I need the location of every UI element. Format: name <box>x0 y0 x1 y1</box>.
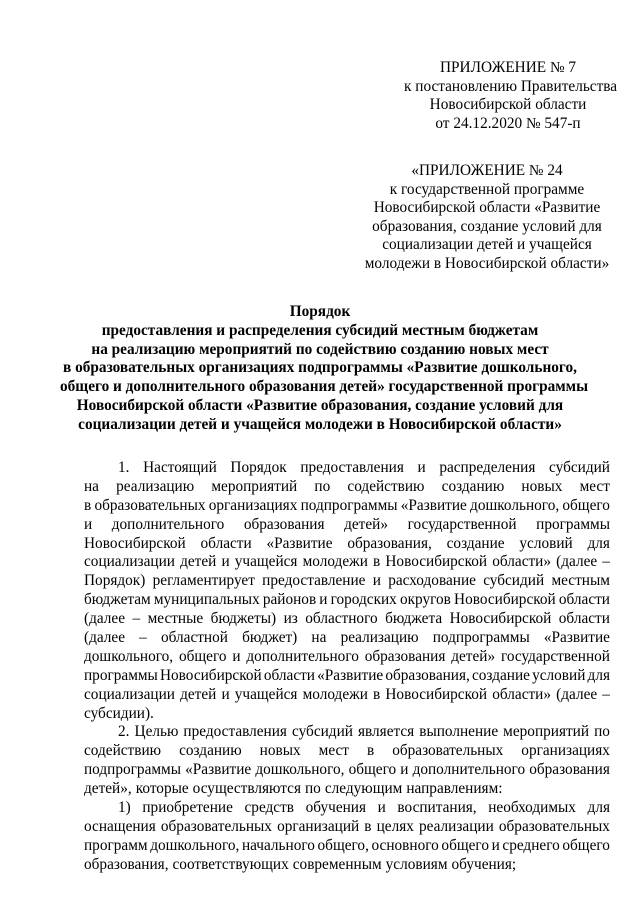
body-word: оснащения <box>84 817 156 835</box>
body-word: местные <box>147 610 204 628</box>
document-title <box>60 303 589 435</box>
body-line <box>84 535 610 554</box>
body-word: новых <box>259 742 301 760</box>
body-word: соответствующих <box>172 855 289 873</box>
body-word: созданию <box>441 477 505 495</box>
body-word: на <box>84 477 99 495</box>
body-word: местным <box>551 572 610 590</box>
body-word: из <box>283 610 298 628</box>
body-word: области <box>558 591 610 609</box>
body-word: в <box>366 742 375 760</box>
body-word: области» <box>492 553 552 571</box>
body-word: – <box>602 685 610 703</box>
body-word: дошкольного, <box>150 836 240 854</box>
body-word: созданию <box>179 742 242 760</box>
appendix-24-header <box>352 162 622 274</box>
appendix-7-line: к постановлению Правительства <box>404 77 618 95</box>
body-line <box>84 572 610 591</box>
body-word: предоставление <box>262 572 366 590</box>
body-word: по <box>304 780 321 798</box>
body-word: которые <box>135 780 189 798</box>
body-word: «Развитие <box>400 496 467 514</box>
body-word: областного <box>305 610 378 628</box>
body-word: реализацию <box>116 477 195 495</box>
body-word: мест <box>318 742 349 760</box>
title-line: социализации детей и учащейся молодежи в Новосибирской области» <box>78 415 562 433</box>
body-word: необходимых <box>488 799 576 817</box>
body-line <box>84 761 610 780</box>
body-word: – <box>132 610 141 628</box>
body-word: Порядок <box>230 459 287 476</box>
body-word: современным <box>292 855 382 873</box>
body-word: условий <box>532 666 586 684</box>
body-word: «Развитие <box>543 629 610 647</box>
body-line <box>84 459 610 478</box>
body-word: районов <box>262 591 317 609</box>
body-word: и <box>232 647 241 665</box>
body-word: образовательных <box>498 817 610 835</box>
body-word: Настоящий <box>143 459 217 476</box>
body-word: предоставления <box>183 723 287 741</box>
body-word: подпрограммы <box>300 496 398 514</box>
body-word: области» <box>492 685 552 703</box>
body-word: детей» <box>451 647 496 665</box>
body-word: общего <box>348 761 397 779</box>
body-word: в <box>84 496 92 514</box>
title-line: на реализацию мероприятий по содействию созданию новых мест <box>91 340 549 358</box>
title-line: Новосибирской области «Развитие образования, создание условий для <box>76 396 564 414</box>
title-line: Порядок <box>289 303 351 320</box>
body-word: создание <box>471 666 530 684</box>
body-word: (далее <box>84 629 126 647</box>
appendix-24-line: к государственной программе <box>389 180 585 198</box>
body-word: содействию <box>84 742 162 760</box>
title-line: в образовательных организациях подпрограммы «Развитие дошкольного, <box>63 359 577 377</box>
body-word: на <box>311 629 327 647</box>
body-word: осуществляются <box>192 780 301 798</box>
body-word: образования, <box>385 666 470 684</box>
body-word: организациях <box>208 496 298 514</box>
body-line <box>84 705 610 724</box>
body-line <box>84 780 610 799</box>
body-word: Новосибирской <box>159 666 262 684</box>
body-word: дополнительного <box>111 515 225 533</box>
body-word: по <box>594 723 610 741</box>
body-word: и <box>417 459 426 476</box>
body-word: создание <box>446 534 505 552</box>
appendix-24-line: Новосибирской области «Развитие <box>373 199 601 217</box>
body-word: – <box>602 553 610 571</box>
body-word: Новосибирской <box>454 591 556 609</box>
body-word: социализации <box>84 553 175 571</box>
body-word: среднего <box>502 836 560 854</box>
body-word: и <box>84 515 93 533</box>
body-word: образования, <box>347 534 432 552</box>
body-word: Порядок) <box>84 572 146 590</box>
body-word: Новосибирской <box>449 610 552 628</box>
body-word: детей», <box>84 780 132 798</box>
appendix-24-line: социализации детей и учащейся <box>382 236 592 254</box>
body-word: реализацию <box>340 629 419 647</box>
body-word: детей <box>180 685 217 703</box>
body-word: расходование <box>388 572 476 590</box>
body-word: молодежи <box>302 685 368 703</box>
body-word: государственной <box>500 647 610 665</box>
body-word: (далее <box>556 685 598 703</box>
body-line <box>84 478 610 497</box>
body-word: основного <box>371 836 439 854</box>
body-word: и <box>372 572 381 590</box>
body-word: бюджета <box>385 610 443 628</box>
body-word: общего, <box>317 836 369 854</box>
body-line <box>84 553 610 572</box>
body-word: предоставления <box>300 459 404 476</box>
body-word: подпрограммы <box>432 629 530 647</box>
body-word: «Развитие <box>185 761 252 779</box>
body-word: государственной <box>407 515 517 533</box>
body-word: Новосибирской <box>84 534 186 552</box>
appendix-24-line: «ПРИЛОЖЕНИЕ № 24 <box>411 162 563 179</box>
body-word: мест <box>579 477 610 495</box>
body-word: детей» <box>344 515 388 533</box>
body-word: Целью <box>134 723 179 741</box>
body-word: в <box>373 685 381 703</box>
body-word: (далее <box>556 553 598 571</box>
body-word: новых <box>521 477 563 495</box>
body-word: субсидий <box>292 723 353 741</box>
body-word: муниципальных <box>153 591 260 609</box>
body-word: и <box>491 836 500 854</box>
body-line <box>84 818 610 837</box>
body-word: содействию <box>347 477 425 495</box>
body-line <box>84 591 610 610</box>
body-word: образовательных <box>392 742 504 760</box>
body-word: дошкольного, <box>255 761 345 779</box>
body-line <box>84 667 610 686</box>
body-word: субсидий <box>549 459 610 476</box>
body-word: является <box>357 723 415 741</box>
body-word: учащейся <box>234 553 298 571</box>
body-line <box>84 497 610 516</box>
body-word: молодежи <box>302 553 368 571</box>
body-word: подпрограммы <box>84 761 182 779</box>
body-line <box>84 742 610 761</box>
body-word: общего <box>441 836 489 854</box>
appendix-7-line: от 24.12.2020 № 547-п <box>435 114 581 132</box>
body-word: (далее <box>84 610 126 628</box>
body-word: общего <box>178 647 227 665</box>
body-line <box>84 799 610 818</box>
body-word: программы <box>84 666 158 684</box>
title-line: общего и дополнительного образования детей» государственной программы <box>60 378 589 396</box>
body-word: субсидии). <box>84 704 154 722</box>
body-word: образовательных <box>160 817 272 835</box>
body-word: реализации <box>419 817 494 835</box>
body-line <box>84 648 610 667</box>
body-word: области <box>263 666 315 684</box>
body-word: обучения; <box>451 855 517 873</box>
appendix-24-line: образования, создание условий для <box>372 217 602 235</box>
title-line: предоставления и распределения субсидий местным бюджетам <box>101 321 539 339</box>
body-word: дополнительного <box>246 647 359 665</box>
body-word: «Развитие <box>266 534 333 552</box>
body-word: Новосибирской <box>385 553 488 571</box>
body-word: социализации <box>84 685 175 703</box>
body-word: регламентирует <box>152 572 255 590</box>
body-word: программ <box>84 836 148 854</box>
body-word: по <box>314 477 331 495</box>
body-word: образования, <box>84 855 169 873</box>
body-word: и <box>400 761 409 779</box>
body-word: в <box>364 817 372 835</box>
body-word: общего <box>562 496 610 514</box>
body-word: субсидий <box>483 572 545 590</box>
body-word: средств <box>244 799 295 817</box>
body-word: общего <box>562 836 610 854</box>
body-word: образования <box>364 647 446 665</box>
body-line <box>84 723 610 742</box>
appendix-7-line: ПРИЛОЖЕНИЕ № 7 <box>439 59 577 76</box>
body-line <box>84 629 610 648</box>
body-word: следующим <box>324 780 403 798</box>
appendix-7-header <box>404 59 618 133</box>
body-line <box>84 516 610 535</box>
body-word: области <box>558 610 610 628</box>
body-word: «Развитие <box>317 666 384 684</box>
body-word: мероприятий <box>211 477 298 495</box>
body-word: и <box>319 591 328 609</box>
appendix-7-line: Новосибирской области <box>429 96 587 114</box>
body-word: образования <box>529 761 610 779</box>
body-word: программы <box>536 515 610 533</box>
body-word: округов <box>399 591 451 609</box>
body-word: бюджет) <box>242 629 298 647</box>
body-line <box>84 610 610 629</box>
body-line <box>84 686 610 705</box>
body-word: городских <box>330 591 397 609</box>
body-word: приобретение <box>142 799 233 817</box>
body-word: в <box>373 553 381 571</box>
body-word: начального <box>241 836 315 854</box>
body-word: детей <box>180 553 217 571</box>
body-word: Новосибирской <box>385 685 488 703</box>
body-word: 1) <box>118 799 131 817</box>
body-word: 2. <box>118 723 130 741</box>
body-word: для <box>587 666 610 684</box>
body-word: и <box>221 685 230 703</box>
body-word: условий <box>519 534 573 552</box>
body-word: области <box>200 534 252 552</box>
body-word: организациях <box>521 742 610 760</box>
body-word: условиям <box>385 855 448 873</box>
body-word: и <box>221 553 230 571</box>
body-word: образования <box>243 515 325 533</box>
body-word: обучения <box>305 799 367 817</box>
appendix-24-line: молодежи в Новосибирской области» <box>364 254 610 272</box>
body-word: мероприятий <box>503 723 590 741</box>
body-word: направлениям: <box>406 780 503 798</box>
body-word: для <box>587 534 610 552</box>
body-word: учащейся <box>234 685 298 703</box>
body-word: распределения <box>439 459 536 476</box>
body-line <box>84 856 610 875</box>
body-word: дошкольного, <box>84 647 174 665</box>
body-word: дошкольного, <box>470 496 560 514</box>
body-word: воспитания, <box>397 799 477 817</box>
document-body <box>84 459 610 875</box>
body-word: образовательных <box>94 496 206 514</box>
body-word: целях <box>376 817 414 835</box>
body-word: организаций <box>277 817 360 835</box>
body-word: 1. <box>118 459 130 476</box>
body-word: бюджеты) <box>210 610 277 628</box>
body-word: для <box>587 799 610 817</box>
body-word: бюджетам <box>84 591 151 609</box>
body-word: – <box>139 629 147 647</box>
body-word: и <box>377 799 386 817</box>
body-word: областной <box>160 629 228 647</box>
body-line <box>84 837 610 856</box>
body-word: дополнительного <box>412 761 526 779</box>
body-word: выполнение <box>419 723 499 741</box>
